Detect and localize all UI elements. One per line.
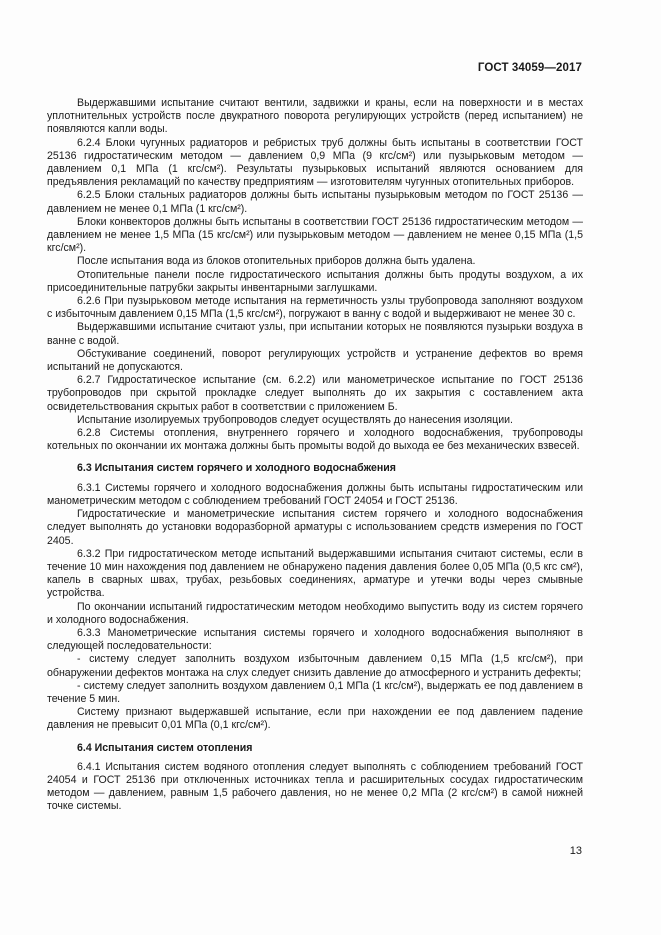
paragraph: Выдержавшими испытание считают вентили, задвижки и краны, если на поверхности и в местах уплотнительных устройств после двукратного поворота регулирующих устройств (перед испытанием) не появляются капли воды. — [47, 97, 583, 136]
paragraph-6-2-5: 6.2.5 Блоки стальных радиаторов должны быть испытаны пузырьковым методом по ГОСТ 25136 — давлением не менее 0,1 МПа (1 кгс/см²). — [47, 189, 583, 215]
section-heading-6-3: 6.3 Испытания систем горячего и холодного водоснабжения — [77, 462, 396, 475]
paragraph-6-2-4: 6.2.4 Блоки чугунных радиаторов и ребристых труб должны быть испытаны в соответствии ГОСТ 25136 гидростатическим методом — давлением 0,9 МПа (9 кгс/см²) или пузырьковым методом — давлением 0,1 МПа (1 кгс/см²). Результаты пузырьковых испытаний являются основанием для предъявления рекламаций по качеству предприятиям — изготовителям чугунных отопительных приборов. — [47, 136, 583, 189]
paragraph: После испытания вода из блоков отопительных приборов должна быть удалена. — [77, 255, 476, 268]
paragraph: Обстукивание соединений, поворот регулирующих устройств и устранение дефектов во время испытаний не допускаются. — [47, 347, 583, 374]
paragraph-6-3-1: 6.3.1 Системы горячего и холодного водоснабжения должны быть испытаны гидростатическим или манометрическим методом с соблюдением требований ГОСТ 24054 и ГОСТ 25136. — [47, 481, 583, 507]
paragraph: Блоки конвекторов должны быть испытаны в соответствии ГОСТ 25136 гидростатическим методом — давлением не менее 1,5 МПа (15 кгс/см²) или пузырьковым методом — давлением не менее 0,15 МПа (1,5 кгс/см²). — [47, 215, 583, 255]
paragraph-6-2-6: 6.2.6 При пузырьковом методе испытания на герметичность узлы трубопровода заполняют воздухом с избыточным давлением 0,15 МПа (1,5 кгс/см²), погружают в ванну с водой и выдерживают не менее 30 с. — [47, 295, 583, 321]
document-body — [47, 97, 583, 814]
paragraph: Систему признают выдержавшей испытание, если при нахождении ее под давлением падение давления не превысит 0,01 МПа (0,1 кгс/см²). — [47, 706, 583, 732]
paragraph: Испытание изолируемых трубопроводов следует осуществлять до нанесения изоляции. — [77, 413, 514, 426]
section-heading-6-4: 6.4 Испытания систем отопления — [77, 741, 253, 754]
paragraph: Гидростатические и манометрические испытания систем горячего и холодного водоснабжения следует выполнять до установки водоразборной арматуры с использованием средств измерения по ГОСТ 2405. — [47, 508, 583, 547]
paragraph: Выдержавшими испытание считают узлы, при испытании которых не появляются пузырьки воздуха в ванне с водой. — [47, 321, 583, 347]
paragraph: По окончании испытаний гидростатическим методом необходимо выпустить воду из систем горячего и холодного водоснабжения. — [47, 600, 583, 626]
paragraph-6-3-2: 6.3.2 При гидростатическом методе испытаний выдержавшими испытания считают системы, если в течение 10 мин нахождения под давлением не обнаружено падения давления более 0,05 МПа (0,5 кгс см²), капель в сварных швах, трубах, резьбовых соединениях, арматуре и утечки воды через смывные устройства. — [47, 547, 583, 600]
paragraph-6-4-1: 6.4.1 Испытания систем водяного отопления следует выполнять с соблюдением требований ГОСТ 24054 и ГОСТ 25136 при отключенных источниках тепла и расширительных сосудах гидростатическим методом — давлением, равным 1,5 рабочего давления, но не менее 0,2 МПа (2 кгс/см²) в самой нижней точке системы. — [47, 760, 583, 813]
paragraph-6-2-8: 6.2.8 Системы отопления, внутреннего горячего и холодного водоснабжения, трубопроводы котельных по окончании их монтажа должны быть промыты водой до выхода ее без механических взвесей. — [47, 427, 583, 453]
list-item: - систему следует заполнить воздухом избыточным давлением 0,15 МПа (1,5 кгс/см²), при обнаружении дефектов монтажа на слух следует снизить давление до атмосферного и устранить дефекты; — [47, 653, 583, 679]
standard-header: ГОСТ 34059—2017 — [477, 62, 582, 74]
paragraph: Отопительные панели после гидростатического испытания должны быть продуты воздухом, а их присоединительные патрубки закрыты инвентарными заглушками. — [47, 268, 583, 294]
page-number: 13 — [569, 845, 582, 857]
paragraph-6-2-7: 6.2.7 Гидростатическое испытание (см. 6.2.2) или манометрическое испытание по ГОСТ 25136 трубопроводов при скрытой прокладке следует выполнять до их закрытия с составлением акта освидетельствования скрытых работ в соответствии с приложением Б. — [47, 374, 583, 413]
paragraph-6-3-3: 6.3.3 Манометрические испытания системы горячего и холодного водоснабжения выполняют в следующей последовательности: — [47, 626, 583, 653]
list-item: - систему следует заполнить воздухом давлением 0,1 МПа (1 кгс/см²), выдержать ее под давлением в течение 5 мин. — [47, 679, 583, 705]
